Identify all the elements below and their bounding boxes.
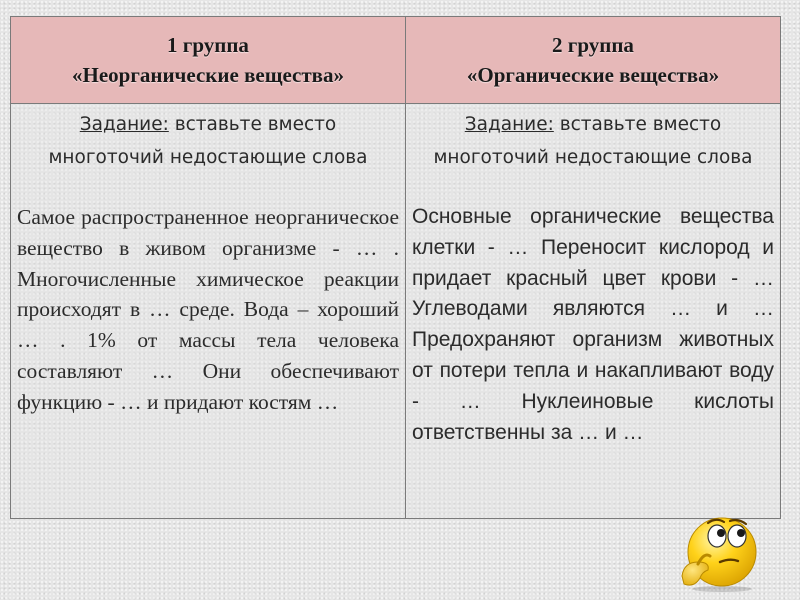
thinking-smiley-icon: [672, 512, 762, 592]
group2-task-text-2: многоточий недостающие слова: [433, 147, 753, 168]
group1-task: [17, 108, 399, 174]
group1-cell: [11, 104, 406, 519]
group2-body: Основные органические вещества клетки - … Переносит кислород и придает красный цвет крови - … Углеводами являются … и …Предохраняют организм животных от потери тепла и накапливают воду - … Нуклеиновые кислоты ответственны за … и …: [412, 205, 774, 444]
group2-cell: [406, 104, 781, 519]
group1-title: 1 группа: [167, 33, 249, 57]
group1-task-text-2: многоточий недостающие слова: [48, 147, 368, 168]
group2-header: [406, 17, 781, 104]
group1-body: Самое распространенное неорганическое вещество в живом организме - … . Многочисленные химическое реакции происходят в … среде. Вода – хороший … . 1% от массы тела человека составляют … Они обеспечивают функцию - … и придают костям …: [17, 205, 399, 414]
group2-title: 2 группа: [552, 33, 634, 57]
group1-task-text: вставьте вместо: [168, 114, 337, 135]
group2-task: [412, 108, 774, 174]
group2-task-label: Задание:: [464, 114, 554, 135]
header-row: [11, 17, 781, 104]
groups-table: [10, 16, 781, 519]
group1-subtitle: «Неорганические вещества»: [71, 63, 345, 87]
content-row: [11, 104, 781, 519]
group1-task-label: Задание:: [79, 114, 169, 135]
group2-subtitle: «Органические вещества»: [466, 63, 720, 87]
group2-task-text: вставьте вместо: [553, 114, 722, 135]
group1-header: [11, 17, 406, 104]
